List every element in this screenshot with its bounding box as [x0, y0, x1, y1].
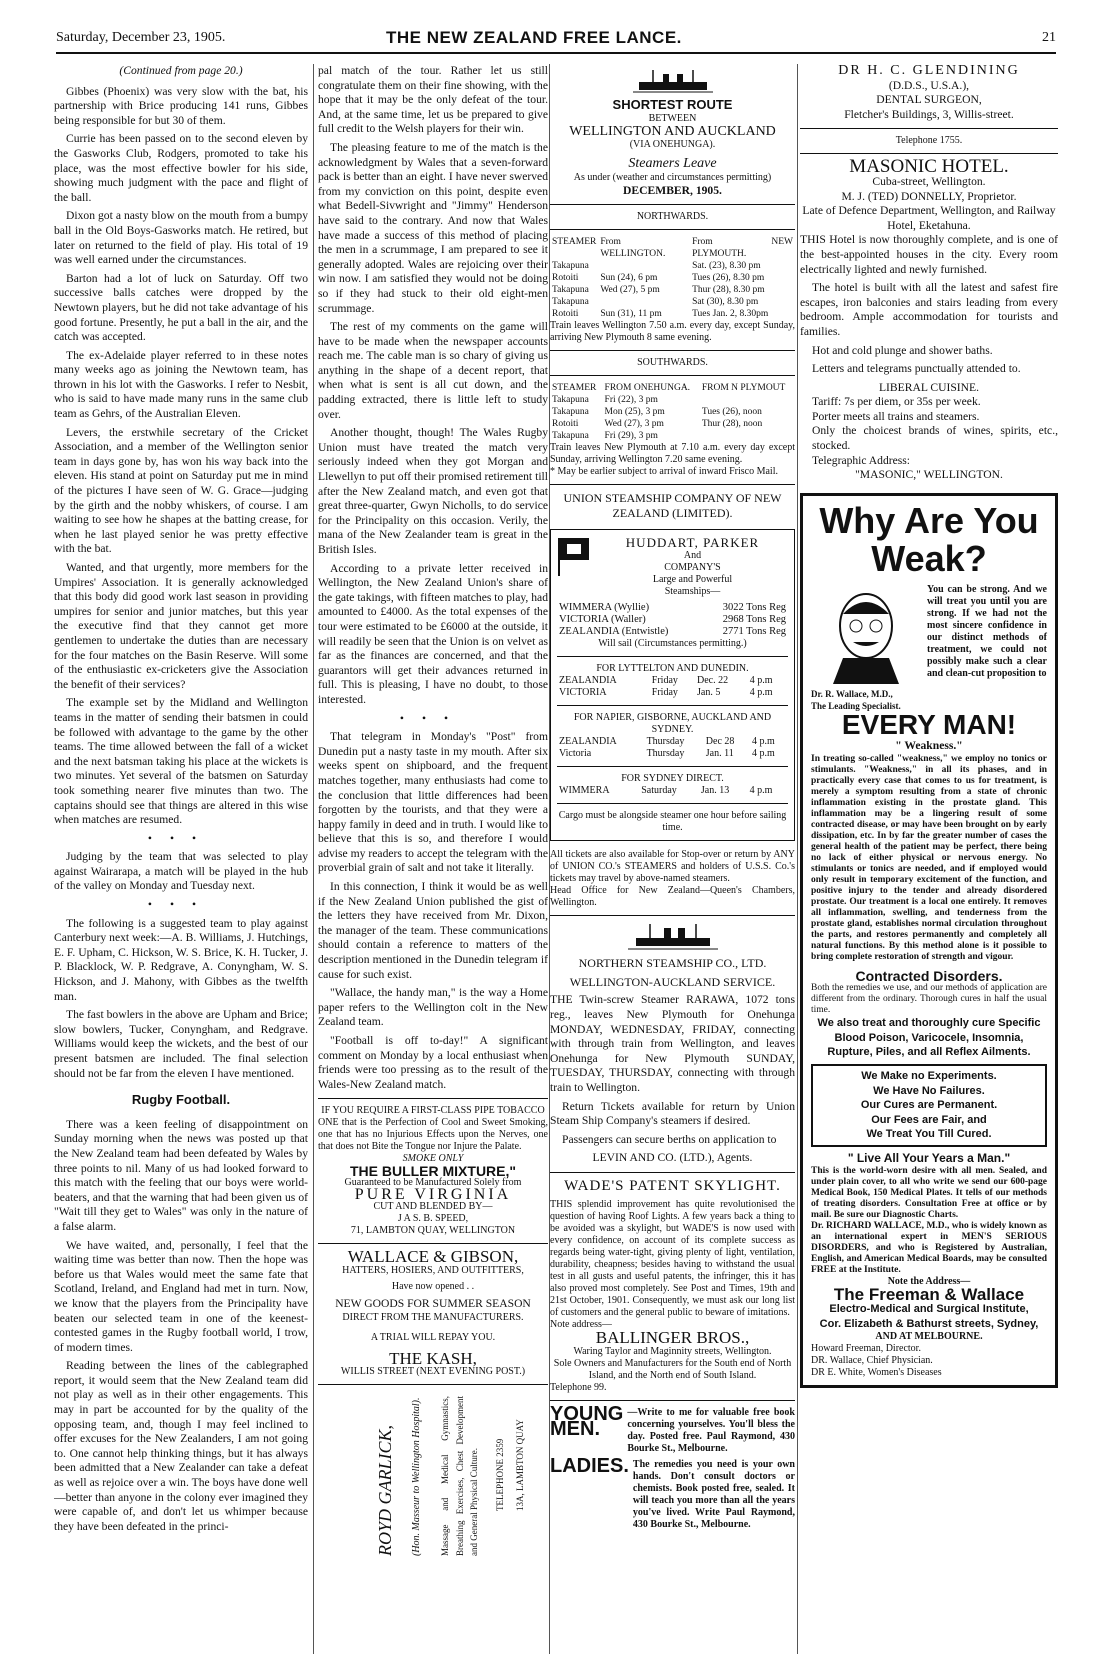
ad-body: In treating so-called "weakness," we employ no tonics or stimulants. "Weakness," in all its phases, and in practically every case that comes to us for treatment, is merely a symptom resulting from a state of chronic inflammation existing in the prostate gland. This inflammation may be a lingering result of some contracted disease, or may have been brought on by early dissipation, etc. In by far the greater number of cases the general health of the patient may be perfect, there being no lack of either physical or nervous energy. No stimulants or tonics are needed, and if employed would only result in temporary excitement of the function, and positive injury to the tender and already disordered prostate. Our treatment is a local one entirely. It removes all inflammation, swelling, and tenderness from the prostate gland, establishes normal circulation throughout the parts, and restores permanently and completely all natural functions. By this method alone is it possible to bring complete restoration of strength and vigour.: [811, 753, 1047, 962]
ad-line: —Write to me for valuable free book concerning yourselves. You'll bless the day. Posted free. Paul Raymond, 430 Bourke St., Melbourne.: [627, 1407, 795, 1455]
ad-name: WALLACE & GIBSON,: [347, 1247, 519, 1267]
sailing-table: [557, 736, 788, 760]
ad-headline: Why Are You Weak?: [819, 499, 1039, 579]
column-advertisements: [800, 64, 1058, 1654]
ad-line: 13A, LAMBTON QUAY: [515, 1419, 525, 1512]
table-row: Takapuna Sat. (23), 8.30 pm: [552, 261, 761, 272]
table-row: VICTORIA (Waller) 2968 Tons Reg: [559, 614, 786, 626]
route-title: WELLINGTON AND AUCKLAND: [569, 123, 776, 139]
paragraph: Gibbes (Phoenix) was very slow with the bat, his partnership with Brice producing 141 runs, Gibbes being responsible for but 30 of them.: [54, 84, 308, 127]
paragraph: The following is a suggested team to play against Canterbury next week:—A. B. Williams, J. Hutchings, E. F. Upham, C. Hickson, W. S. Brice, K. H. Tucker, J. P. Blacklock, W. P. Redgrave, A. Conyngham, W. S. Hickson, and J. Mahony, with Gibbes as the twelfth man.: [54, 916, 308, 1003]
shortest-route: SHORTEST ROUTE: [612, 97, 733, 112]
route-heading: FOR LYTTELTON AND DUNEDIN.: [596, 663, 749, 675]
paragraph: Hot and cold plunge and shower baths.: [812, 343, 993, 357]
page-header: [56, 30, 1056, 54]
page-number: 21: [1042, 30, 1056, 45]
paragraph: The ex-Adelaide player referred to in these notes many weeks ago as joining the Newtown team, has thrown in his lot with the Gasworks. I refer to Nesbit, who is said to have made many runs in the same club team as Gehrs, of the Australian Eleven.: [54, 348, 308, 421]
separator-dots: •••: [399, 711, 467, 725]
ad-line: SMOKE ONLY: [402, 1153, 464, 1165]
ad-line: (Hon. Masseur to Wellington Hospital).: [411, 1397, 422, 1557]
ad-line: Cuba-street, Wellington.: [872, 174, 986, 188]
between: BETWEEN: [648, 112, 697, 124]
ad-line: Have now opened . .: [391, 1280, 475, 1292]
column-rugby-notes: [318, 64, 548, 1654]
head-office: Head Office for New Zealand—Queen's Chambers, Wellington.: [550, 885, 795, 909]
ad-line: Fletcher's Buildings, 3, Willis-street.: [844, 107, 1014, 121]
garlick-ad: [318, 1391, 548, 1561]
paragraph: Levers, the erstwhile secretary of the Cricket Association, and a member of the Wellington senior team in days gone by, has won his way back into the eleven. His stand at point on Saturday put me in mind of the pictures I have seen of W. G. Grace—judging by the girth and the nobby whiskers, of course. I am waiting to see how he shapes at the batting crease, for when he last played senior he was pretty effective with the bat.: [54, 425, 308, 556]
paragraph: The fast bowlers in the above are Upham and Brice; slow bowlers, Tucker, Conyngham, and Redgrave. Williams would keep the wickets, and the best of our present batsmen are included. The final selection should not be far from the eleven I have mentioned.: [54, 1008, 308, 1080]
paragraph: That telegram in Monday's "Post" from Dunedin put a nasty taste in my mouth. After six weeks spent on shipboard, and the frequent matches together, many enthusiasts had come to the conclusion that little differences had been forgotten by the tourists, and that they were a happy family in deed and in truth. I would like to believe that this is so, and therefore I would advise my readers to accept the telegram with the proverbial grain of salt and not take it literally.: [318, 730, 548, 875]
paragraph: Dixon got a nasty blow on the mouth from a bumpy ball in the Old Boys-Gasworks match. He retired, but later on returned to the field of play. His total of 19 was well earned under the circumstances.: [54, 209, 308, 267]
ad-line: Howard Freeman, Director.: [811, 1343, 921, 1355]
union-title: UNION STEAMSHIP COMPANY OF NEW ZEALAND (LIMITED).: [563, 491, 782, 520]
paragraph: The pleasing feature to me of the match is the acknowledgment by Wales that a seven-forward pack is better than an eight. I have never swerved from my conviction on this point, despite even what Bedell-Sivwright and "Jimmy" Henderson have said to the contrary. And now that Wales have made a success of this method of placing the men in a scrummage, I am prepared to see it generally adopted. Wales are rejoicing over their win now. I am satisfied they would not be doing so if they had stuck to their old eight-men scrummage.: [318, 140, 548, 315]
south-note: Train leaves New Plymouth at 7.10 a.m. every day except Sunday, arriving Wellington 7.20 same evening.: [550, 442, 795, 466]
paragraph: Another thought, though! The Wales Rugby Union must have treated the match very seriously indeed when they got Morgan and Llewellyn to put off their promised retirement till after the New Zealand match, and even got that great three-quarter, Gwyn Nicholls, to do service for the Principality on this occasion. Verily, the mana of the New Zealander team is great in the British Isles.: [318, 426, 548, 556]
continued-note: (Continued from page 20.): [119, 64, 243, 77]
route-heading: FOR SYDNEY DIRECT.: [621, 773, 724, 785]
ad-heading: LADIES.: [550, 1455, 629, 1478]
pipe-tobacco-ad: [318, 1105, 548, 1237]
paragraph: The example set by the Midland and Wellington teams in the matter of sending their batsmen in could be followed with advantage to the game by the other teams. The time allowed between the fall of a wicket and the next batsman taking his place at the wickets is two minutes. Yet several of the batsmen on Saturday took something nearer five minutes than two. The captains should see that things are altered in this wise when matches are resumed.: [54, 696, 308, 827]
ad-line: Telephone 1755.: [895, 135, 963, 147]
ad-line: The Leading Specialist.: [811, 701, 901, 712]
separator-dots: •••: [147, 898, 215, 912]
ad-line: 71, LAMBTON QUAY, WELLINGTON: [350, 1225, 516, 1237]
paragraph: Currie has been passed on to the second eleven by the Gasworks Club, Rodgers, promoted to take his place, was the most effective bowler for his side, showing much judgment with the pace and flight of the ball.: [54, 132, 308, 204]
steamer-illustration: [633, 68, 713, 94]
dentist-name: DR H. C. GLENDINING: [838, 64, 1020, 78]
northwards-table: STEAMER From WELLINGTON. From NEW PLYMOUTH. Takapuna Sat. (23), 8.30 pm Rotoiti Sun (24), 6 pm Tues (26), 8.30 pm Takapuna Wed (27), 5 pm Thur (28), 8.30 pm Takapuna Sat (30), 8.30 pm Rotoiti Sun (31), 11 pm Tues Jan. 2, 8.30pm: [552, 237, 793, 320]
northwards: NORTHWARDS.: [636, 211, 709, 223]
ad-line: And: [683, 550, 702, 562]
ad-line: CUT AND BLENDED BY—: [373, 1201, 493, 1213]
ad-subheading: Contracted Disorders.: [855, 967, 1003, 984]
table-row: Takapuna Fri (22), 3 pm: [552, 395, 658, 406]
ad-line: AND AT MELBOURNE.: [875, 1331, 983, 1343]
month: DECEMBER, 1905.: [623, 183, 722, 197]
table-row: Takapuna Mon (25), 3 pm Tues (26), noon: [552, 407, 762, 418]
table-row: Victoria Thursday Jan. 11 4 p.m: [559, 748, 775, 760]
table-row: Takapuna Sat (30), 8.30 pm: [552, 297, 759, 308]
huddart-parker-ad: [550, 529, 795, 842]
paragraph: "Football is off to-day!" A significant comment on Monday by a local enthusiast when friends were too pressing as to the result of the Wales-New Zealand match.: [318, 1034, 548, 1091]
sole-owners: Sole Owners and Manufacturers for the South end of North Island, and the North end of South Island.: [553, 1358, 792, 1382]
paragraph: Passengers can secure berths on application to: [562, 1132, 777, 1146]
table-row: VICTORIA Friday Jan. 5 4 p.m: [559, 687, 773, 699]
steamers-leave: Steamers Leave: [628, 156, 717, 172]
rugby-heading: Rugby Football.: [131, 1092, 231, 1108]
ad-line: Porter meets all trains and steamers.: [812, 409, 980, 423]
ad-subheading: " Live All Your Years a Man.": [847, 1150, 1011, 1165]
ad-line: IF YOU REQUIRE A FIRST-CLASS PIPE TOBACCO: [321, 1105, 545, 1117]
ad-heading: YOUNG MEN.: [550, 1403, 624, 1440]
tickets-note: All tickets are also available for Stop-over or return by ANY of UNION CO.'s STEAMERS and holders of U.S.S. Co.'s tickets may travel by above-named steamers.: [550, 849, 795, 885]
ad-line: Guaranteed to be Manufactured Solely from: [344, 1177, 522, 1189]
wallace-gibson-ad: [318, 1247, 548, 1378]
paragraph: Judging by the team that was selected to play against Wairarapa, a match will be played in the hub of the valley on Monday and Tuesday next.: [54, 850, 308, 893]
ad-headline: EVERY MAN!: [841, 709, 1017, 741]
ad-name: HUDDART, PARKER: [625, 534, 760, 550]
ad-body: Both the remedies we use, and our methods of application are different from the ordinary. Thorough cures in half the usual time.: [811, 983, 1047, 1016]
paragraph: pal match of the tour. Rather let us still congratulate them on their fine showing, with the hope that it may be the only defeat of the tour. And, at the same time, let us be prepared to give full credit to the Welsh players for their win.: [318, 64, 548, 136]
north-note: Train leaves Wellington 7.50 a.m. every day, except Sunday, arriving New Plymouth 8 same evening.: [550, 320, 795, 344]
ad-line: THE KASH,: [389, 1348, 477, 1368]
paragraph: There was a keen feeling of disappointment on Sunday morning when the news was posted up that the New Zealand team had been defeated by Wales by three points to nil. Many of us had looked forward to this match with the feeling that our boys were world-beaters, and that the warning that had been given us of "Wait till they get to Wales" was only in the nature of a false alarm.: [54, 1117, 308, 1233]
paragraph: "Wallace, the handy man," is the way a Home paper refers to the Wellington colt in the New Zealand team.: [318, 986, 548, 1029]
ad-line: (D.D.S., U.S.A.),: [888, 78, 970, 92]
ad-line: Cor. Elizabeth & Bathurst streets, Sydney,: [819, 1317, 1039, 1330]
guarantee-box: We Make no Experiments. We Have No Failures. Our Cures are Permanent. Our Fees are Fair, and We Treat You Till Cured.: [811, 1064, 1047, 1147]
ad-line: DIRECT FROM THE MANUFACTURERS.: [342, 1311, 524, 1323]
ballinger-address: Waring Taylor and Maginnity streets, Wellington.: [573, 1346, 772, 1358]
paragraph: Barton had a lot of luck on Saturday. Off two successive balls catches were dropped by the Newtown players, but he did not take advantage of his good fortune. Presently, he put a ball in the air, and the catch was accepted.: [54, 271, 308, 344]
wade-body: THIS splendid improvement has quite revolutionised the question of having Roof Lights. A few years back a thing to be avoided was a skylight, but WADE'S is now used with every confidence, on account of its complete success as regards being water-tight, giving plenty of light, ventilation, durability, cheapness; besides having to withstand the usual test in all gusts and useful patents, the infringer, this it has also proved most completely. See Post and Times, 19th and 21st October, 1901. Consequently, we must ask our long list of customers and the general public to beware of imitations.: [550, 1199, 795, 1319]
telephone: Telephone 99.: [550, 1382, 607, 1394]
ad-line: Late of Defence Department, Wellington, and Railway Hotel, Eketahuna.: [802, 204, 1056, 232]
ad-line: Cargo must be alongside steamer one hour before sailing time.: [558, 810, 787, 834]
table-row: ZEALANDIA (Entwistle) 2771 Tons Reg: [559, 626, 786, 638]
ad-line: Dr. R. Wallace, M.D.,: [811, 689, 893, 700]
paragraph: The hotel is built with all the latest and safest fire escapes, iron balconies and stairs leading from every bedroom. Ample accommodation for tourists and families.: [800, 281, 1058, 338]
institute-name: The Freeman & Wallace: [833, 1284, 1025, 1304]
ad-body: Dr. RICHARD WALLACE, M.D., who is widely known as an international expert in MEN'S SERIOUS DISORDERS, and who is Registered by Australian, English, and American Medical Boards, may be consulted FREE at the Institute.: [811, 1220, 1047, 1275]
ad-line: A TRIAL WILL REPAY YOU.: [370, 1331, 496, 1343]
ad-line: NEW GOODS FOR SUMMER SEASON: [335, 1296, 531, 1310]
column-rule: [313, 64, 314, 1654]
table-row: Takapuna Fri (29), 3 pm: [552, 431, 658, 442]
as-under: As under (weather and circumstances permitting): [573, 171, 772, 183]
ad-line: LIBERAL CUISINE.: [878, 380, 980, 394]
paragraph: THE Twin-screw Steamer RARAWA, 1072 tons reg., leaves New Plymouth for Onehunga MONDAY, WEDNESDAY, FRIDAY, connecting with through train from Wellington, and leaves Onehunga for New Plymouth SUNDAY, TUESDAY, THURSDAY, connecting with through train to Wellington.: [550, 993, 795, 1094]
paragraph: Wanted, and that urgently, more members for the Umpires' Association. It is generally acknowledged that this body did good work last season in providing umpires for senior and junior matches, but this year the executive find that they cannot get more gentlemen to undertake the duties than are necessary for the four matches on the Basin Reserve. Will some of the enthusiastic ex-cricketers give the Association the benefit of their services?: [54, 561, 308, 691]
paragraph: Letters and telegrams punctually attended to.: [812, 362, 1021, 376]
table-row: ZEALANDIA Thursday Dec 28 4 p.m: [559, 736, 775, 748]
table-row: WIMMERA (Wyllie) 3022 Tons Reg: [559, 602, 786, 614]
wade-title: WADE'S PATENT SKYLIGHT.: [564, 1177, 781, 1194]
young-men-ad: [550, 1403, 795, 1455]
table-row: Rotoiti Sun (31), 11 pm Tues Jan. 2, 8.30pm: [552, 309, 769, 320]
route-heading: FOR NAPIER, GISBORNE, AUCKLAND AND SYDNEY.: [573, 712, 772, 736]
ad-line: Tariff: 7s per diem, or 35s per week.: [812, 395, 981, 409]
ad-line: The remedies you need is your own hands. Don't consult doctors or chemists. Book posted free, sealed. It will teach you more than all the years you've lived. Write Paul Raymond, 430 Bourke St., Melbourne.: [632, 1459, 795, 1531]
newspaper-title: THE NEW ZEALAND FREE LANCE.: [386, 28, 682, 47]
paragraph: We have waited, and, personally, I feel that the waiting time was better than now. Then the hope was before us that Wales would meet the same fate that Scotland, Ireland, and England had met in turn. Now, we know that the players from the Principality have beaten our selected team in one of the keenest-contested games in the Rugby football world, I trow, of modern times.: [54, 1238, 308, 1354]
paragraph: The rest of my comments on the game will have to be made when the newspaper accounts reach me. The cable man is so chary of giving us anything in the shape of a decent report, that when what is sent is all cut down, and the padding extracted, there is little left to study over.: [318, 320, 548, 421]
northern-title: NORTHERN STEAMSHIP CO., LTD.: [578, 956, 767, 971]
ad-line: WILLIS STREET (NEXT EVENING POST.): [340, 1366, 526, 1378]
ad-line: M. J. (TED) DONNELLY, Proprietor.: [841, 189, 1017, 203]
ad-line: DR E. White, Women's Diseases: [811, 1367, 942, 1379]
table-row: WIMMERA Saturday Jan. 13 4 p.m: [559, 785, 773, 797]
flag-icon: [557, 536, 591, 576]
ad-line: COMPANY'S: [664, 562, 721, 574]
ad-brand: THE BULLER MIXTURE,": [349, 1163, 517, 1180]
ad-body: We also treat and thoroughly cure Specific Blood Poison, Varicocele, Insomnia, Rupture, Piles, and all Reflex Ailments.: [817, 1017, 1041, 1059]
ad-subheading: " Weakness.": [895, 739, 963, 753]
southwards: SOUTHWARDS.: [637, 357, 708, 369]
ad-line: HATTERS, HOSIERS, AND OUTFITTERS,: [342, 1264, 524, 1276]
ad-line: Only the choicest brands of wines, spirits, etc., stocked.: [812, 424, 1058, 453]
table-row: Takapuna Wed (27), 5 pm Thur (28), 8.30 pm: [552, 285, 765, 296]
ad-line: "MASONIC," WELLINGTON.: [855, 468, 1003, 482]
freeman-wallace-ad: [800, 493, 1058, 1389]
ad-name: ROYD GARLICK,: [375, 1425, 395, 1557]
ad-line: PURE VIRGINIA: [354, 1186, 512, 1204]
ad-line: Electro-Medical and Surgical Institute,: [829, 1303, 1029, 1316]
ad-line: J A S. B. SPEED,: [397, 1213, 469, 1225]
ad-line: Large and Powerful: [652, 574, 733, 586]
ad-line: TELEPHONE 2359: [495, 1438, 505, 1512]
paragraph: In this connection, I think it would be as well if the New Zealand Union published the gist of the letters they have received from Mr. Dixon, the manager of the team. These communications should contain a reference to matters of the description mentioned in the Dunedin telegram if cause for such exist.: [318, 880, 548, 981]
paragraph: According to a private letter received in Wellington, the New Zealand Union's share of the gate takings, with fifteen matches to play, had amounted to £4000. As the total expenses of the tour were estimated to be £6000 at the outside, it will readily be seen that the Union is on velvet as far as the finances are concerned, and that the guarantors will get their advances returned in full. This is pleasing, I have no doubt, to those interested.: [318, 561, 548, 706]
ballinger-name: BALLINGER BROS.,: [595, 1328, 750, 1348]
steamer-illustration: [628, 922, 718, 952]
ad-line: Note the Address—: [887, 1275, 971, 1287]
ad-line: ONE that is the Perfection of Cool and Sweet Smoking, one that has no Injurious Effects upon the Nerves, one that does not Bite the Tongue nor Injure the Palate.: [318, 1117, 548, 1153]
column-rule: [797, 64, 798, 1654]
fleet-table: [557, 602, 788, 638]
column-cricket-notes: [54, 64, 308, 1654]
paragraph: Reading between the lines of the cablegraphed report, it would seem that the New Zealand team did not play as well as in their other engagements. This may in part be accounted for by the quality of the opposing team, and, though I may feel inclined to offer excuses for the New Zealanders, I am not going to. One cannot help thinking things, but it has always been admitted that a New Zealander can take a defeat as well as rejoice over a win. The boys have done well—better than anyone in the colony ever imagined they were capable of, and don't let us whimper because they have been defeated in the princi-: [54, 1359, 308, 1533]
ad-line: DR. Wallace, Chief Physician.: [811, 1355, 933, 1367]
table-row: ZEALANDIA Friday Dec. 22 4 p.m: [559, 675, 773, 687]
ad-line: DENTAL SURGEON,: [876, 93, 982, 107]
paragraph: THIS Hotel is now thoroughly complete, and is one of the best-appointed houses in the city. Every room electrically lighted and newly furnished.: [800, 233, 1058, 276]
ad-line: Steamships—: [664, 586, 721, 598]
sailing-table: [557, 785, 788, 797]
table-row: Rotoiti Sun (24), 6 pm Tues (26), 8.30 pm: [552, 273, 765, 284]
via: (VIA ONEHUNGA).: [629, 139, 716, 151]
ladies-ad: [550, 1455, 795, 1531]
ad-line: Massage and Medical Gymnastics, Breathing Exercises, Chest Development and General Physical Culture.: [440, 1396, 480, 1557]
ad-line: You can be strong. And we will treat you until you are strong. If we had not the most sincere confidence in our distinct methods of treatment, we could not possibly make such a clear and clean-cut proposition to: [927, 583, 1047, 679]
ad-body: This is the world-worn desire with all men. Sealed, and under plain cover, to all who write we send our 600-page Medical Book, 150 Medical Plates. It tells of our methods of treating disorders. Consultation Free at office or by mail. Be sure our Diagnostic Charts.: [811, 1165, 1047, 1220]
mail-note: * May be earlier subject to arrival of inward Frisco Mail.: [550, 466, 778, 478]
agents: LEVIN AND CO. (LTD.), Agents.: [592, 1151, 753, 1165]
paragraph: Return Tickets available for return by Union Steam Ship Company's steamers if desired.: [550, 1099, 795, 1128]
southwards-table: STEAMER FROM ONEHUNGA. FROM N PLYMOUT Takapuna Fri (22), 3 pm Takapuna Mon (25), 3 pm Tues (26), noon Rotoiti Wed (27), 3 pm Thur (28), noon Takapuna Fri (29), 3 pm: [550, 382, 795, 442]
ad-line: Will sail (Circumstances permitting.): [598, 638, 747, 650]
hotel-name: MASONIC HOTEL.: [849, 156, 1009, 178]
service-title: WELLINGTON-AUCKLAND SERVICE.: [569, 974, 776, 989]
ad-line: Telegraphic Address:: [812, 453, 911, 467]
issue-date: Saturday, December 23, 1905.: [56, 30, 226, 45]
separator-dots: •••: [147, 831, 215, 845]
sailing-table: [557, 675, 788, 699]
column-shipping: [550, 64, 795, 1654]
table-row: Rotoiti Wed (27), 3 pm Thur (28), noon: [552, 419, 763, 430]
note-address: Note address—: [550, 1319, 612, 1331]
doctor-portrait: [811, 584, 921, 684]
